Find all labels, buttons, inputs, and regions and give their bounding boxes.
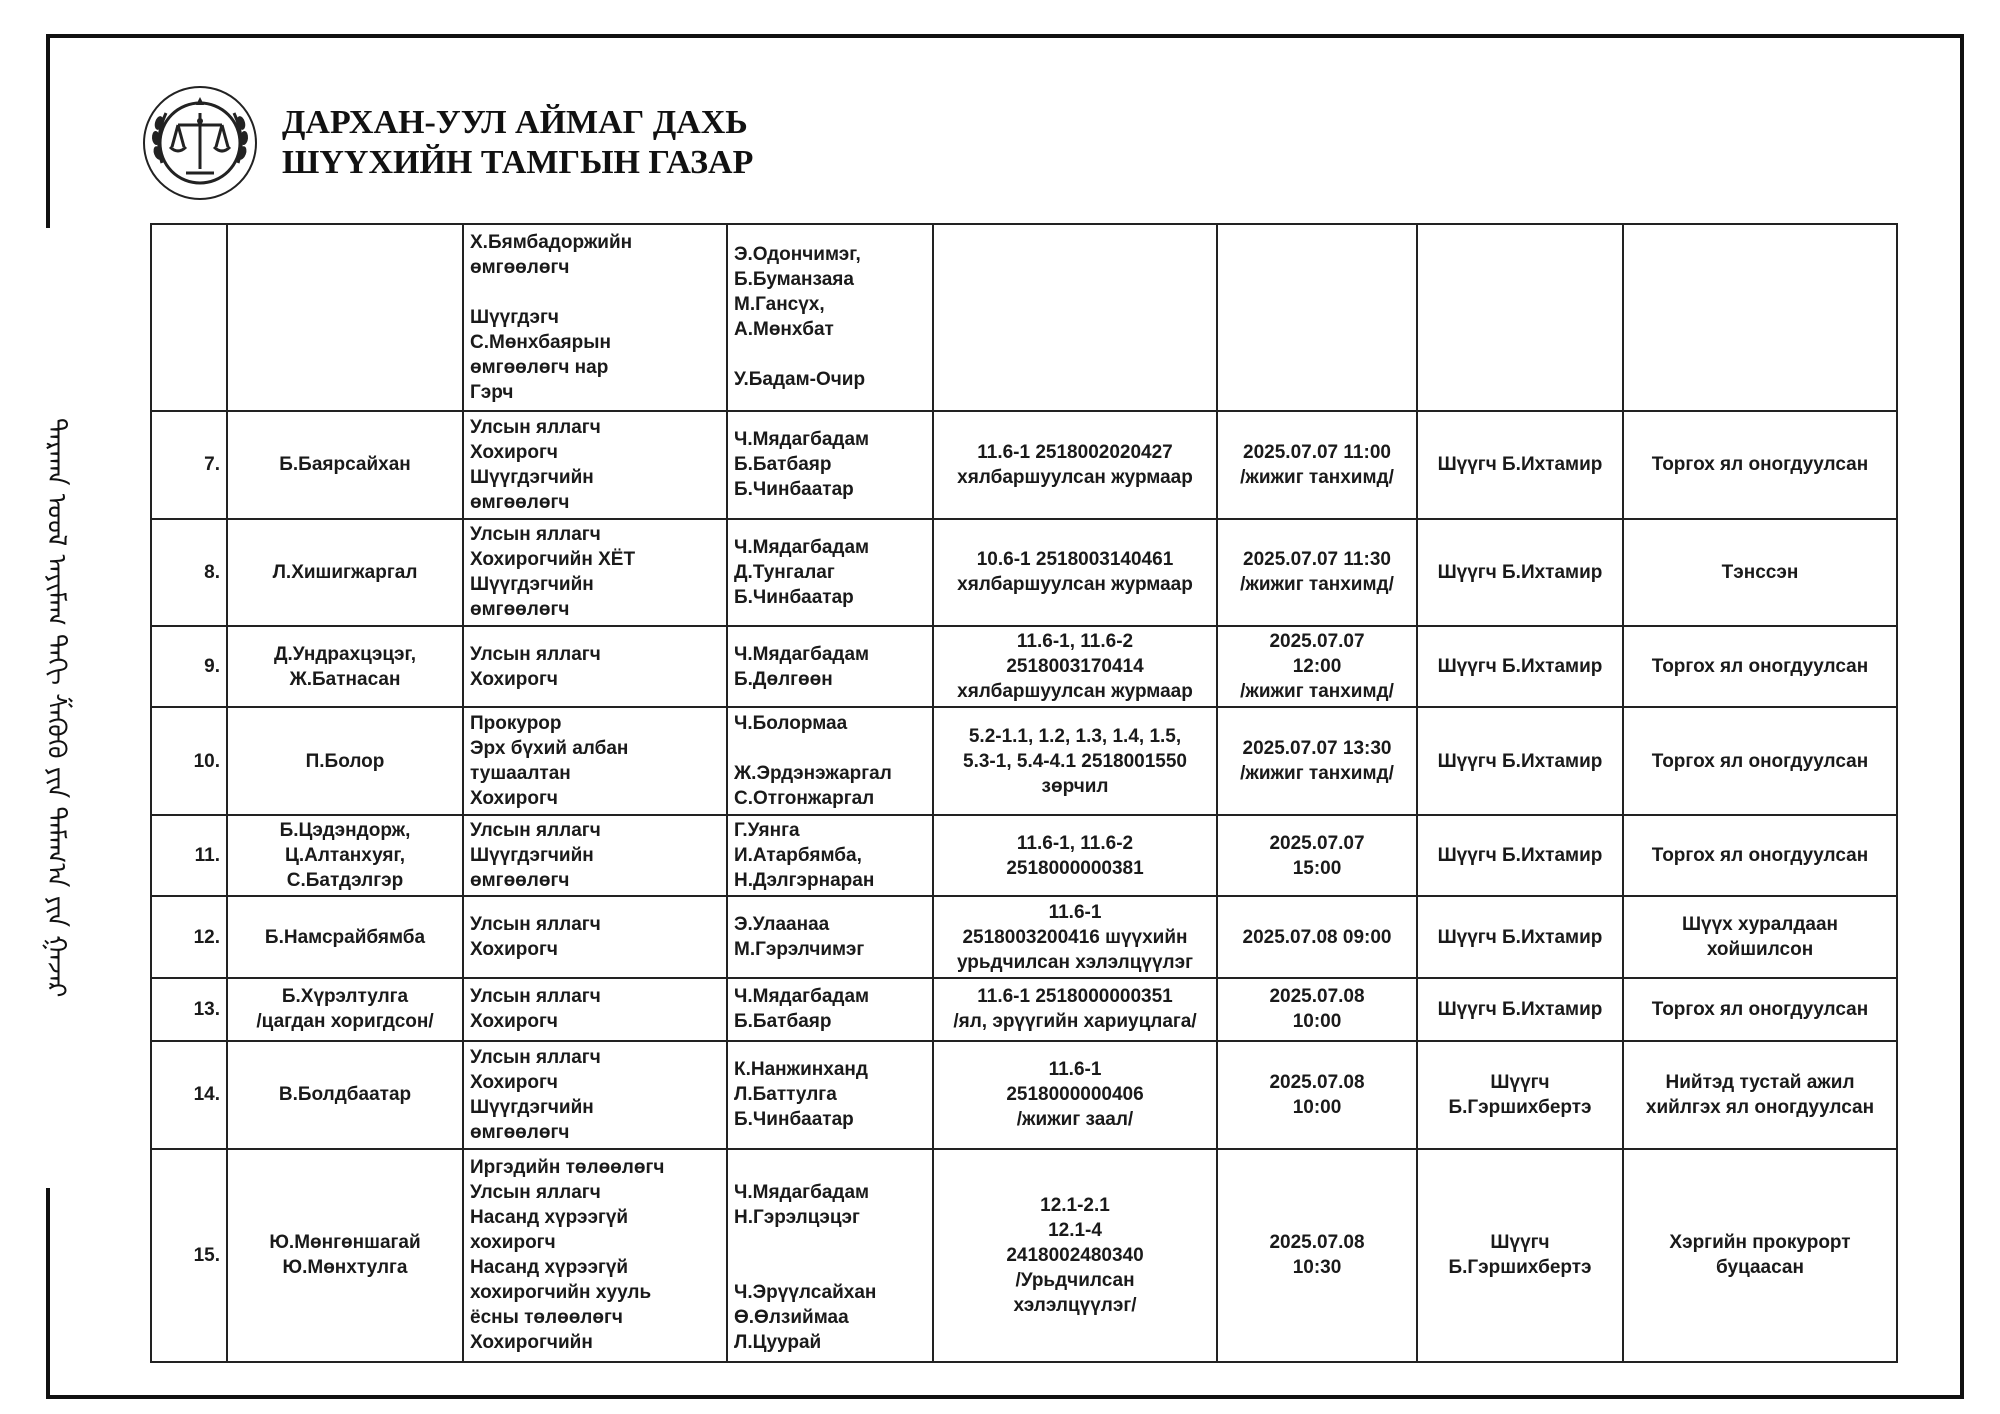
cell-text-line: /Урьдчилсан xyxy=(1015,1269,1135,1291)
cell-text-line xyxy=(470,280,720,305)
cell-text-line: тушаалтан xyxy=(470,763,571,785)
cell-text-line: Улсын яллагч xyxy=(470,1046,601,1068)
defendant-name-cell xyxy=(227,224,463,411)
hearing-datetime-cell xyxy=(1217,519,1417,627)
cell-text-line: 2518000000406 xyxy=(1006,1084,1144,1106)
participant-roles-cell xyxy=(463,815,727,896)
table-row xyxy=(151,224,1897,411)
hearing-datetime-cell xyxy=(1217,1149,1417,1362)
cell-text-line: 2418002480340 xyxy=(1006,1244,1144,1266)
cell-text-line: Ю.Мөнгөншагай xyxy=(269,1232,421,1254)
cell-text-line: 12.1-4 xyxy=(1048,1219,1102,1241)
page-header xyxy=(140,78,753,208)
row-number-cell xyxy=(151,519,227,627)
cell-text-line: өмгөөлөгч xyxy=(470,870,570,892)
cell-text-line xyxy=(734,1230,926,1255)
cell-text-line: В.Болдбаатар xyxy=(278,1084,412,1106)
cell-text-line: Хохирогчийн ХЁТ xyxy=(470,549,636,571)
table-row xyxy=(151,978,1897,1041)
row-number-cell xyxy=(151,1149,227,1362)
cell-text-line: Улсын яллагч xyxy=(470,416,601,438)
participant-names-cell xyxy=(727,707,933,815)
case-article-number-cell xyxy=(933,707,1217,815)
presiding-judge-cell xyxy=(1417,1149,1623,1362)
cell-text-line: Иргэдийн төлөөлөгч xyxy=(470,1157,665,1179)
cell-text: 7. xyxy=(204,454,220,476)
cell-text-line: /жижиг танхимд/ xyxy=(1240,763,1394,785)
defendant-name-cell xyxy=(227,896,463,977)
cell-text-line: Шүүгч Б.Ихтамир xyxy=(1437,998,1603,1020)
cell-text-line: Шүүгдэгчийн xyxy=(470,1096,594,1118)
cell-text-line: Шүүгч xyxy=(1490,1232,1550,1254)
cell-text-line: Б.Батбаяр xyxy=(734,454,832,476)
cell-text-line: Ч.Болормаа xyxy=(734,713,848,735)
participant-names-cell xyxy=(727,815,933,896)
presiding-judge-cell xyxy=(1417,1041,1623,1149)
cell-text-line: 2025.07.07 xyxy=(1269,832,1365,854)
cell-text-line: Э.Улаанаа xyxy=(734,914,830,936)
cell-text-line: хийлгэх ял оногдуулсан xyxy=(1645,1096,1875,1118)
cell-text-line: хойшилсон xyxy=(1706,939,1814,961)
cell-text-line: И.Атарбямба, xyxy=(734,845,862,867)
cell-text-line: /жижиг танхимд/ xyxy=(1240,466,1394,488)
cell-text-line: өмгөөлөгч xyxy=(470,256,570,278)
hearing-result-cell xyxy=(1623,707,1897,815)
cell-text-line: Насанд хүрээгүй xyxy=(470,1207,629,1229)
defendant-name-cell xyxy=(227,815,463,896)
hearing-result-cell xyxy=(1623,519,1897,627)
cell-text-line: Б.Намсрайбямба xyxy=(264,926,426,948)
cell-text-line: Шүүх хуралдаан xyxy=(1681,914,1839,936)
hearing-result-cell xyxy=(1623,1041,1897,1149)
cell-text-line: /ял, эрүүгийн хариуцлага/ xyxy=(953,1011,1197,1033)
cell-text-line: 5.3-1, 5.4-4.1 2518001550 xyxy=(963,750,1187,772)
cell-text-line: Нийтэд тустай ажил xyxy=(1665,1071,1855,1093)
cell-text-line: Б.Буманзаяа xyxy=(734,269,854,291)
cell-text-line: Б.Гэршихбертэ xyxy=(1448,1257,1592,1279)
cell-text-line xyxy=(734,736,926,761)
cell-text-line: Улсын яллагч xyxy=(470,986,601,1008)
row-number-cell xyxy=(151,978,227,1041)
cell-text-line: Шүүгдэгчийн xyxy=(470,466,594,488)
hearing-datetime-cell xyxy=(1217,815,1417,896)
participant-names-cell xyxy=(727,519,933,627)
cell-text-line: 12:00 xyxy=(1292,656,1342,678)
cell-text-line: 2518000000381 xyxy=(1006,857,1144,879)
cell-text-line: Шүүгч Б.Ихтамир xyxy=(1437,926,1603,948)
cell-text-line: 10.6-1 2518003140461 xyxy=(976,549,1174,571)
cell-text-line xyxy=(734,1255,926,1280)
cell-text-line: Улсын яллагч xyxy=(470,524,601,546)
cell-text-line: Ч.Мядагбадам xyxy=(734,643,870,665)
row-number-cell xyxy=(151,411,227,519)
case-article-number-cell xyxy=(933,224,1217,411)
cell-text-line: 12.1-2.1 xyxy=(1040,1194,1110,1216)
presiding-judge-cell xyxy=(1417,815,1623,896)
cell-text-line: /жижиг заал/ xyxy=(1016,1109,1134,1131)
cell-text-line: 2025.07.08 09:00 xyxy=(1242,926,1392,948)
defendant-name-cell xyxy=(227,707,463,815)
cell-text-line: 2025.07.08 xyxy=(1269,1232,1365,1254)
cell-text-line: 10:00 xyxy=(1292,1011,1342,1033)
cell-text-line: Хохирогч xyxy=(470,441,558,463)
row-number-cell xyxy=(151,815,227,896)
cell-text-line: Насанд хүрээгүй xyxy=(470,1257,629,1279)
case-article-number-cell xyxy=(933,978,1217,1041)
table-row xyxy=(151,1041,1897,1149)
cell-text-line: 5.2-1.1, 1.2, 1.3, 1.4, 1.5, xyxy=(968,725,1182,747)
table-row xyxy=(151,896,1897,977)
table-row xyxy=(151,707,1897,815)
cell-text-line: өмгөөлөгч xyxy=(470,1121,570,1143)
cell-text-line: Д.Ундрахцэцэг, xyxy=(273,643,417,665)
cell-text-line: Б.Гэршихбертэ xyxy=(1448,1096,1592,1118)
cell-text-line: М.Гэрэлчимэг xyxy=(734,939,865,961)
cell-text-line: 10:30 xyxy=(1292,1257,1342,1279)
case-article-number-cell xyxy=(933,1041,1217,1149)
cell-text-line: 11.6-1, 11.6-2 xyxy=(1016,832,1134,854)
case-article-number-cell xyxy=(933,896,1217,977)
defendant-name-cell xyxy=(227,1041,463,1149)
organization-name xyxy=(282,103,753,183)
row-number-cell xyxy=(151,224,227,411)
hearing-result-cell xyxy=(1623,978,1897,1041)
cell-text-line: хэлэлцүүлэг/ xyxy=(1013,1294,1137,1316)
row-number-cell xyxy=(151,707,227,815)
cell-text-line: 2025.07.08 xyxy=(1269,1071,1365,1093)
court-hearing-schedule-table xyxy=(150,223,1898,1363)
cell-text-line: хохирогчийн хууль xyxy=(470,1282,652,1304)
participant-roles-cell xyxy=(463,411,727,519)
cell-text-line: Шүүгч Б.Ихтамир xyxy=(1437,750,1603,772)
cell-text-line: Ө.Өлзиймаа xyxy=(734,1307,849,1329)
cell-text-line: К.Нанжинханд xyxy=(734,1059,868,1081)
defendant-name-cell xyxy=(227,626,463,707)
cell-text-line: Шүүгдэгчийн xyxy=(470,845,594,867)
side-label-text: ᠳᠠᠷᠬᠠᠨ ᠤᠤᠯ ᠠᠶᠢᠮᠠᠭ ᠳᠠᠬᠢ ᠱᠡᠭᠦᠬᠦ ᠶᠢᠨ ᠲᠠᠮᠠᠭ᠎ᠠ ᠶᠢᠨ ᠭᠠᠵᠠᠷ xyxy=(41,418,71,998)
presiding-judge-cell xyxy=(1417,707,1623,815)
cell-text-line: Б.Чинбаатар xyxy=(734,479,854,501)
cell-text-line: Тэнссэн xyxy=(1721,561,1799,583)
presiding-judge-cell xyxy=(1417,519,1623,627)
cell-text-line: 11.6-1 xyxy=(1048,901,1102,923)
cell-text-line xyxy=(734,342,926,367)
cell-text-line: өмгөөлөгч нар xyxy=(470,356,609,378)
cell-text-line: 10:00 xyxy=(1292,1096,1342,1118)
presiding-judge-cell xyxy=(1417,411,1623,519)
hearing-datetime-cell xyxy=(1217,626,1417,707)
defendant-name-cell xyxy=(227,411,463,519)
cell-text-line: Шүүгч Б.Ихтамир xyxy=(1437,845,1603,867)
defendant-name-cell xyxy=(227,519,463,627)
cell-text-line: Н.Дэлгэрнаран xyxy=(734,870,875,892)
participant-names-cell xyxy=(727,1149,933,1362)
org-name-line-1: ДАРХАН-УУЛ АЙМАГ ДАХЬ xyxy=(282,104,748,141)
cell-text-line: Б.Батбаяр xyxy=(734,1011,832,1033)
hearing-result-cell xyxy=(1623,626,1897,707)
cell-text-line: Хохирогч xyxy=(470,1071,558,1093)
cell-text-line: Г.Уянга xyxy=(734,820,800,842)
cell-text-line: Торгох ял оногдуулсан xyxy=(1651,998,1869,1020)
participant-roles-cell xyxy=(463,1041,727,1149)
cell-text-line: 2518003170414 xyxy=(1006,656,1144,678)
cell-text-line: 15:00 xyxy=(1292,857,1342,879)
cell-text-line: Л.Баттулга xyxy=(734,1084,837,1106)
cell-text-line: Б.Чинбаатар xyxy=(734,1109,854,1131)
cell-text-line: Ч.Мядагбадам xyxy=(734,536,870,558)
cell-text-line: хялбаршуулсан журмаар xyxy=(957,574,1193,596)
cell-text-line: Хэргийн прокурорт xyxy=(1669,1232,1851,1254)
cell-text: 9. xyxy=(204,656,220,678)
presiding-judge-cell xyxy=(1417,896,1623,977)
hearing-datetime-cell xyxy=(1217,896,1417,977)
case-article-number-cell xyxy=(933,626,1217,707)
cell-text-line: Ж.Батнасан xyxy=(289,668,401,690)
cell-text-line: Хохирогч xyxy=(470,1011,558,1033)
participant-roles-cell xyxy=(463,978,727,1041)
cell-text-line: С.Отгонжаргал xyxy=(734,788,875,810)
cell-text-line: Б.Хүрэлтулга xyxy=(281,986,409,1008)
cell-text-line: Шүүгч xyxy=(1490,1071,1550,1093)
cell-text-line: Гэрч xyxy=(470,381,514,403)
cell-text-line: Улсын яллагч xyxy=(470,914,601,936)
case-article-number-cell xyxy=(933,815,1217,896)
participant-roles-cell xyxy=(463,1149,727,1362)
cell-text-line: 2025.07.07 xyxy=(1269,631,1365,653)
row-number-cell xyxy=(151,1041,227,1149)
cell-text-line: Б.Цэдэндорж, xyxy=(279,820,411,842)
hearing-datetime-cell xyxy=(1217,411,1417,519)
hearing-datetime-cell xyxy=(1217,707,1417,815)
presiding-judge-cell xyxy=(1417,626,1623,707)
cell-text-line: Ч.Эрүүлсайхан xyxy=(734,1282,877,1304)
cell-text-line: Эрх бүхий албан xyxy=(470,738,629,760)
cell-text-line: Ч.Мядагбадам xyxy=(734,986,870,1008)
cell-text-line: Б.Дөлгөөн xyxy=(734,668,833,690)
cell-text-line: /жижиг танхимд/ xyxy=(1240,681,1394,703)
org-name-line-2: ШҮҮХИЙН ТАМГЫН ГАЗАР xyxy=(282,144,754,181)
cell-text-line: Хохирогч xyxy=(470,939,558,961)
cell-text-line: урьдчилсан хэлэлцүүлэг xyxy=(956,951,1194,973)
cell-text-line: Шүүгч Б.Ихтамир xyxy=(1437,656,1603,678)
cell-text-line: 11.6-1 xyxy=(1048,1059,1102,1081)
presiding-judge-cell xyxy=(1417,224,1623,411)
cell-text-line: Ч.Мядагбадам xyxy=(734,1182,870,1204)
hearing-result-cell xyxy=(1623,1149,1897,1362)
participant-names-cell xyxy=(727,978,933,1041)
participant-names-cell xyxy=(727,896,933,977)
cell-text-line: Шүүгдэгчийн xyxy=(470,574,594,596)
cell-text-line: С.Батдэлгэр xyxy=(286,870,404,892)
cell-text-line: зөрчил xyxy=(1041,775,1109,797)
cell-text-line: өмгөөлөгч xyxy=(470,491,570,513)
cell-text-line: өмгөөлөгч xyxy=(470,599,570,621)
cell-text-line: 11.6-1 2518002020427 xyxy=(977,441,1173,463)
cell-text-line xyxy=(734,1155,926,1180)
cell-text-line: М.Гансүх, xyxy=(734,294,825,316)
hearing-datetime-cell xyxy=(1217,224,1417,411)
cell-text-line: П.Болор xyxy=(305,750,385,772)
cell-text-line: 2025.07.08 xyxy=(1269,986,1365,1008)
table-row xyxy=(151,1149,1897,1362)
cell-text-line: Улсын яллагч xyxy=(470,820,601,842)
table-row xyxy=(151,626,1897,707)
cell-text-line: А.Мөнхбат xyxy=(734,319,834,341)
hearing-result-cell xyxy=(1623,896,1897,977)
participant-names-cell xyxy=(727,224,933,411)
hearing-datetime-cell xyxy=(1217,1041,1417,1149)
cell-text-line: 2025.07.07 13:30 xyxy=(1242,738,1392,760)
hearing-result-cell xyxy=(1623,815,1897,896)
hearing-datetime-cell xyxy=(1217,978,1417,1041)
participant-roles-cell xyxy=(463,626,727,707)
cell-text-line: буцаасан xyxy=(1716,1257,1804,1279)
participant-names-cell xyxy=(727,626,933,707)
mongolian-script-side-label xyxy=(38,228,74,1188)
cell-text-line: Л.Цуурай xyxy=(734,1332,822,1354)
cell-text-line: Э.Одончимэг, xyxy=(734,244,861,266)
cell-text-line: Ц.Алтанхуяг, xyxy=(284,845,406,867)
table-row xyxy=(151,519,1897,627)
case-article-number-cell xyxy=(933,411,1217,519)
cell-text: 14. xyxy=(193,1084,220,1106)
cell-text: 8. xyxy=(204,561,220,583)
cell-text: 12. xyxy=(193,926,220,948)
cell-text-line: С.Мөнхбаярын xyxy=(470,331,611,353)
cell-text-line: Улсын яллагч xyxy=(470,1182,601,1204)
cell-text-line: Б.Баярсайхан xyxy=(279,454,411,476)
case-article-number-cell xyxy=(933,519,1217,627)
presiding-judge-cell xyxy=(1417,978,1623,1041)
cell-text-line: 11.6-1 2518000000351 xyxy=(977,986,1173,1008)
cell-text-line: хохирогч xyxy=(470,1232,556,1254)
cell-text-line: /жижиг танхимд/ xyxy=(1240,574,1394,596)
hearing-result-cell xyxy=(1623,224,1897,411)
row-number-cell xyxy=(151,626,227,707)
cell-text-line: Д.Тунгалаг xyxy=(734,561,835,583)
table-row xyxy=(151,411,1897,519)
court-scales-emblem-icon xyxy=(140,83,260,203)
cell-text-line: Н.Гэрэлцэцэг xyxy=(734,1207,860,1229)
cell-text-line: ёсны төлөөлөгч xyxy=(470,1307,623,1329)
cell-text-line: Торгох ял оногдуулсан xyxy=(1651,656,1869,678)
cell-text-line: Торгох ял оногдуулсан xyxy=(1651,750,1869,772)
participant-names-cell xyxy=(727,411,933,519)
cell-text-line: Торгох ял оногдуулсан xyxy=(1651,454,1869,476)
cell-text-line: Хохирогчийн xyxy=(470,1332,593,1354)
participant-roles-cell xyxy=(463,519,727,627)
cell-text: 11. xyxy=(194,845,220,867)
participant-roles-cell xyxy=(463,896,727,977)
cell-text-line: Х.Бямбадоржийн xyxy=(470,231,633,253)
defendant-name-cell xyxy=(227,1149,463,1362)
defendant-name-cell xyxy=(227,978,463,1041)
cell-text-line: Шүүгдэгч xyxy=(470,306,559,328)
cell-text-line: Шүүгч Б.Ихтамир xyxy=(1437,454,1603,476)
cell-text-line: 2518003200416 шүүхийн xyxy=(962,926,1188,948)
cell-text-line: 2025.07.07 11:30 xyxy=(1243,549,1391,571)
participant-names-cell xyxy=(727,1041,933,1149)
row-number-cell xyxy=(151,896,227,977)
cell-text-line: Улсын яллагч xyxy=(470,643,601,665)
cell-text-line: Ю.Мөнхтулга xyxy=(282,1257,408,1279)
cell-text-line: 11.6-1, 11.6-2 xyxy=(1016,631,1134,653)
cell-text-line: Л.Хишигжаргал xyxy=(272,561,418,583)
participant-roles-cell xyxy=(463,707,727,815)
cell-text-line: Шүүгч Б.Ихтамир xyxy=(1437,561,1603,583)
cell-text: 10. xyxy=(193,750,220,772)
cell-text-line: Хохирогч xyxy=(470,668,558,690)
cell-text-line: Торгох ял оногдуулсан xyxy=(1651,845,1869,867)
cell-text: 15. xyxy=(193,1244,220,1266)
cell-text-line: 2025.07.07 11:00 xyxy=(1243,441,1391,463)
cell-text-line: хялбаршуулсан журмаар xyxy=(957,681,1193,703)
cell-text-line: У.Бадам-Очир xyxy=(734,369,866,391)
case-article-number-cell xyxy=(933,1149,1217,1362)
cell-text-line: /цагдан хоригдсон/ xyxy=(256,1011,434,1033)
cell-text-line: хялбаршуулсан журмаар xyxy=(957,466,1193,488)
cell-text-line: Прокурор xyxy=(470,713,562,735)
table-row xyxy=(151,815,1897,896)
cell-text-line: Ж.Эрдэнэжаргал xyxy=(734,763,892,785)
cell-text-line: Ч.Мядагбадам xyxy=(734,429,870,451)
cell-text: 13. xyxy=(193,998,220,1020)
cell-text-line: Б.Чинбаатар xyxy=(734,586,854,608)
participant-roles-cell xyxy=(463,224,727,411)
cell-text-line: Хохирогч xyxy=(470,788,558,810)
hearing-result-cell xyxy=(1623,411,1897,519)
